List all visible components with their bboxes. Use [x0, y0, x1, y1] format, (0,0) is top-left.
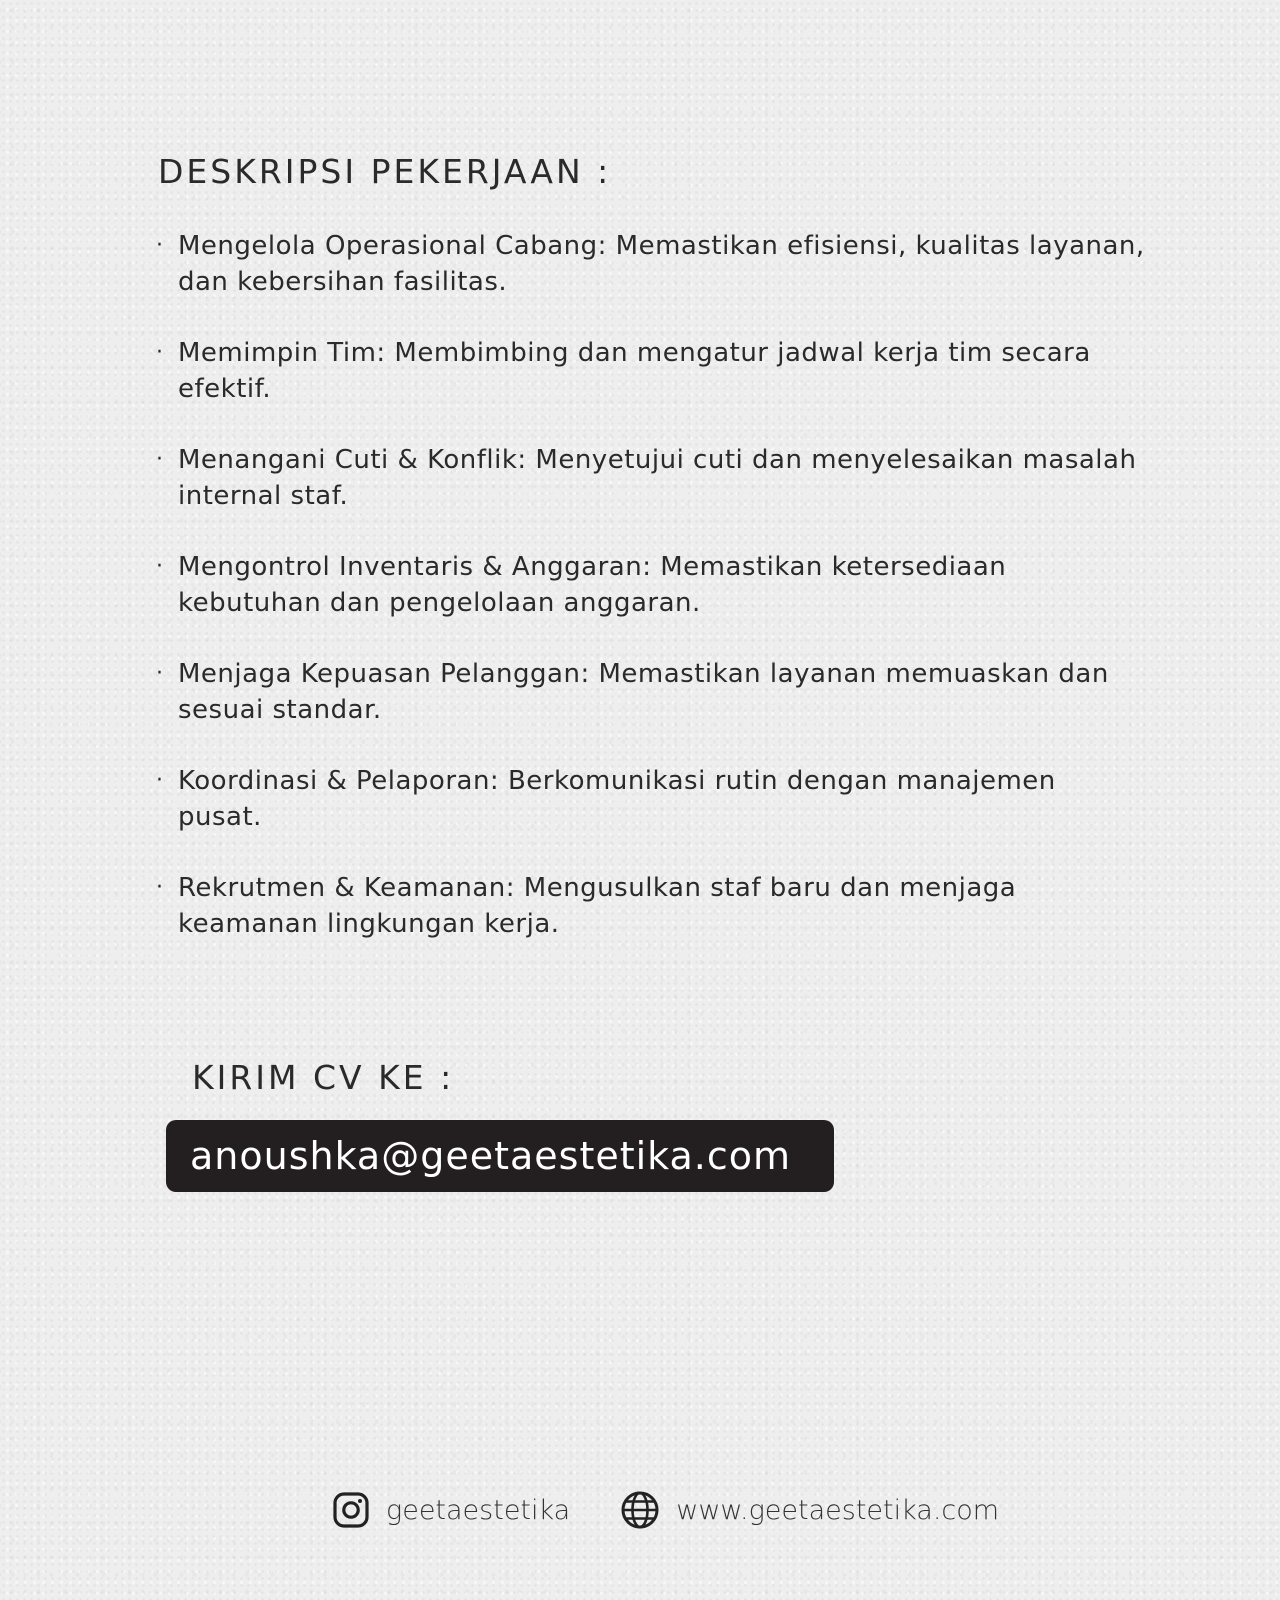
instagram-icon	[332, 1491, 370, 1529]
email-address: anoushka@geetaestetika.com	[190, 1134, 792, 1178]
duty-item	[156, 549, 1146, 621]
bullet-dot: ·	[156, 661, 164, 686]
duty-text: Menangani Cuti & Konflik: Menyetujui cuti dan menyelesaikan masalah internal staf.	[178, 445, 1137, 511]
duty-text: Mengontrol Inventaris & Anggaran: Memastikan ketersediaan kebutuhan dan pengelolaan anggaran.	[178, 552, 1007, 618]
send-cv-title: KIRIM CV KE :	[192, 1058, 455, 1097]
bullet-dot: ·	[156, 233, 164, 258]
duty-item	[156, 228, 1146, 300]
duty-item	[156, 870, 1146, 942]
duty-item	[156, 442, 1146, 514]
globe-icon	[620, 1490, 660, 1530]
instagram-contact[interactable]	[332, 1491, 570, 1529]
duty-item	[156, 763, 1146, 835]
bullet-dot: ·	[156, 554, 164, 579]
email-address-box[interactable]	[166, 1120, 834, 1192]
website-url: www.geetaestetika.com	[676, 1494, 1000, 1526]
job-description-title: DESKRIPSI PEKERJAAN :	[158, 152, 612, 191]
duty-text: Mengelola Operasional Cabang: Memastikan efisiensi, kualitas layanan, dan kebersihan fasilitas.	[178, 231, 1145, 297]
website-contact[interactable]	[620, 1490, 999, 1530]
instagram-handle: geetaestetika	[386, 1494, 571, 1526]
job-duties-list	[156, 228, 1146, 977]
duty-item	[156, 656, 1146, 728]
bullet-dot: ·	[156, 768, 164, 793]
bullet-dot: ·	[156, 340, 164, 365]
duty-text: Rekrutmen & Keamanan: Mengusulkan staf baru dan menjaga keamanan lingkungan kerja.	[178, 873, 1017, 939]
bullet-dot: ·	[156, 447, 164, 472]
duty-text: Menjaga Kepuasan Pelanggan: Memastikan layanan memuaskan dan sesuai standar.	[178, 659, 1109, 725]
duty-text: Koordinasi & Pelaporan: Berkomunikasi rutin dengan manajemen pusat.	[178, 766, 1056, 832]
duty-item	[156, 335, 1146, 407]
bullet-dot: ·	[156, 875, 164, 900]
footer-contacts	[332, 1490, 999, 1530]
duty-text: Memimpin Tim: Membimbing dan mengatur jadwal kerja tim secara efektif.	[178, 338, 1091, 404]
